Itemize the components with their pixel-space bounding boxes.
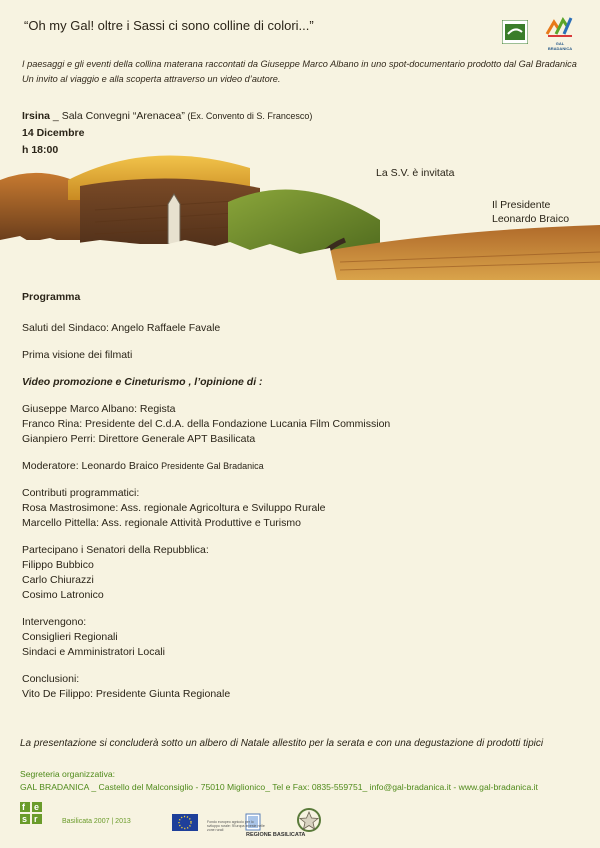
speaker-item: Gianpiero Perri: Direttore Generale APT Basilicata bbox=[22, 433, 256, 445]
fesr-label: Basilicata 2007 | 2013 bbox=[62, 818, 131, 825]
president-name: Leonardo Braico bbox=[492, 213, 570, 225]
senatori-item: Cosimo Latronico bbox=[22, 589, 104, 601]
invitation-text: La S.V. è invitata bbox=[376, 167, 455, 179]
gal-logo-label: GAL BRADANICA bbox=[547, 41, 573, 51]
gal-bradanica-logo bbox=[544, 14, 576, 51]
svg-text:r: r bbox=[34, 814, 38, 824]
intervengono-item: Sindaci e Amministratori Locali bbox=[22, 646, 165, 658]
speaker-item: Franco Rina: Presidente del C.d.A. della Fondazione Lucania Film Commission bbox=[22, 418, 391, 430]
italian-republic-emblem bbox=[298, 809, 320, 831]
footer-logos bbox=[20, 800, 580, 840]
intervengono-heading: Intervengono: bbox=[22, 616, 87, 628]
svg-text:e: e bbox=[34, 802, 40, 812]
event-venue: _ Sala Convegni “Arenacea” bbox=[50, 110, 185, 122]
event-venue-note: (Ex. Convento di S. Francesco) bbox=[184, 111, 313, 121]
event-time: h 18:00 bbox=[22, 144, 59, 156]
event-date: 14 Dicembre bbox=[22, 127, 85, 139]
program-heading: Programma bbox=[22, 291, 81, 303]
conclusioni-item: Vito De Filippo: Presidente Giunta Regionale bbox=[22, 688, 231, 700]
event-place bbox=[22, 108, 312, 125]
president-signature bbox=[492, 198, 569, 226]
leader-logo bbox=[502, 20, 528, 44]
moderator-note: Presidente Gal Bradanica bbox=[158, 461, 264, 471]
program-section bbox=[22, 290, 582, 702]
secretary-details: GAL BRADANICA _ Castello del Malconsiglio - 75010 Miglionico_ Tel e Fax: 0835-559751_ info@gal-bradanica.it - www.gal-bradanica.it bbox=[20, 782, 538, 792]
senatori-item: Filippo Bubbico bbox=[22, 559, 94, 571]
speaker-item: Giuseppe Marco Albano: Regista bbox=[22, 403, 176, 415]
contributi-heading: Contributi programmatici: bbox=[22, 487, 140, 499]
fesr-logo bbox=[20, 802, 42, 824]
secretary-label: Segreteria organizzativa: bbox=[20, 769, 116, 779]
conclusioni-heading: Conclusioni: bbox=[22, 673, 80, 685]
contributi-item: Marcello Pittella: Ass. regionale Attività Produttive e Turismo bbox=[22, 517, 301, 529]
program-video-heading: Video promozione e Cineturismo , l’opinione di : bbox=[22, 376, 263, 388]
eu-flag-logo bbox=[172, 814, 198, 831]
eu-note: Fondo europeo agricolo per lo sviluppo rurale: l'Europa investe nelle zone rurali bbox=[207, 820, 265, 832]
intro-text bbox=[22, 57, 577, 87]
program-moderator bbox=[22, 459, 582, 474]
event-town: Irsina bbox=[22, 110, 51, 122]
president-role: Il Presidente bbox=[492, 199, 551, 211]
senatori-heading: Partecipano i Senatori della Repubblica: bbox=[22, 544, 209, 556]
closing-text: La presentazione si concluderà sotto un albero di Natale allestito per la serata e con una degustazione di prodotti tipici bbox=[20, 738, 544, 749]
region-label: REGIONE BASILICATA bbox=[246, 832, 306, 838]
svg-text:s: s bbox=[22, 814, 28, 824]
contributi-item: Rosa Mastrosimone: Ass. regionale Agricoltura e Sviluppo Rurale bbox=[22, 502, 326, 514]
intro-line-2: Un invito al viaggio e alla scoperta attraverso un video d’autore. bbox=[22, 74, 281, 84]
intervengono-item: Consiglieri Regionali bbox=[22, 631, 118, 643]
intro-line-1: I paesaggi e gli eventi della collina materana raccontati da Giuseppe Marco Albano in uno spot-documentario prodotto dal Gal Bradanica bbox=[22, 59, 577, 69]
program-saluti: Saluti del Sindaco: Angelo Raffaele Favale bbox=[22, 322, 221, 334]
poster-title: “Oh my Gal! oltre i Sassi ci sono colline di colori...” bbox=[24, 18, 314, 33]
svg-text:f: f bbox=[22, 802, 25, 812]
moderator-name: Moderatore: Leonardo Braico bbox=[22, 460, 159, 472]
program-visione: Prima visione dei filmati bbox=[22, 349, 133, 361]
secretary-info bbox=[20, 768, 538, 794]
senatori-item: Carlo Chiurazzi bbox=[22, 574, 94, 586]
